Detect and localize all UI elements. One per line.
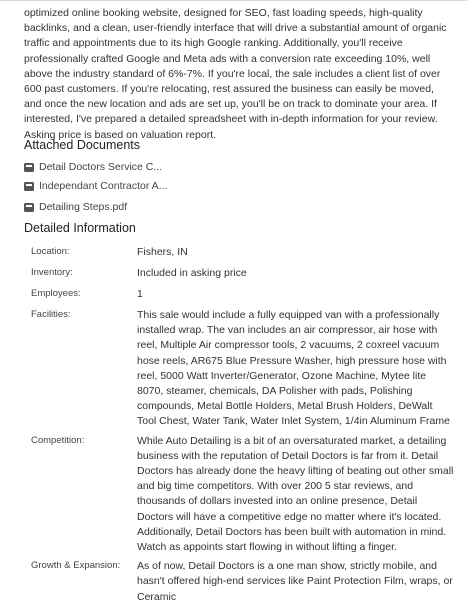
document-icon xyxy=(24,203,34,212)
document-icon xyxy=(24,163,34,172)
document-link-3[interactable] xyxy=(24,199,127,215)
document-name: Detailing Steps.pdf xyxy=(39,201,128,213)
info-row-employees xyxy=(24,287,454,308)
info-row-growth xyxy=(24,559,454,609)
detailed-information-heading: Detailed Information xyxy=(24,221,136,235)
document-link-1[interactable] xyxy=(24,159,162,175)
info-label: Inventory: xyxy=(31,267,73,278)
info-value: Fishers, IN xyxy=(137,246,188,258)
document-icon xyxy=(24,182,34,191)
listing-description: optimized online booking website, designed for SEO, fast loading speeds, high-quality backlinks, and a clean, user-friendly interface that will drive a substantial amount of organic traffic and appointments due to its high Google ranking. Additionally, you'll receive professionally crafted Google and Meta ads with a conversion rate exceeding 10%, well above the industry standard of 6%-7%. If you're local, the sale includes a client list of over 600 past customers. If you're relocating, rest assured the business can easily be moved, and once the new location and ads are set up, you'll be on track to dominate your area. If interested, I've prepared a detailed spreadsheet with in-depth information for your review. Asking price is based on valuation report. xyxy=(24,7,447,141)
info-label: Employees: xyxy=(31,288,81,299)
document-name: Detail Doctors Service C... xyxy=(39,161,163,173)
attached-documents-heading: Attached Documents xyxy=(24,138,141,152)
document-link-2[interactable] xyxy=(24,178,167,194)
info-label: Facilities: xyxy=(31,309,71,320)
info-label: Competition: xyxy=(31,434,85,446)
document-name: Independant Contractor A... xyxy=(39,180,168,192)
info-value: 1 xyxy=(137,288,143,300)
detailed-information-table xyxy=(24,245,454,609)
info-row-competition xyxy=(24,434,454,560)
info-label: Growth & Expansion: xyxy=(31,560,121,572)
info-row-facilities xyxy=(24,308,454,434)
info-row-location xyxy=(24,245,454,266)
info-label: Location: xyxy=(31,246,70,257)
top-divider xyxy=(0,0,467,1)
info-value: This sale would include a fully equipped van with a professionally installed wrap. The van includes an air compressor, air hose with reel, Multiple Air compressor tools, 2 vacuums, 2 coxreel vacuum hose reels, AR675 Blue Pressure Washer, high pressure hose with reel, 5000 Watt Inverter/Generator, Ozone Machine, Mytee lite 8070, steamer, chemicals, DA Polisher with pads, Polishing compounds, Metal Bottle Holders, Metal Brush Holders, DeWalt Tool Chest, Water Tank, Water Inlet System, 1/4in Aluminum Frame xyxy=(137,309,450,428)
info-row-inventory xyxy=(24,266,454,287)
info-value: While Auto Detailing is a bit of an oversaturated market, a detailing business with the reputation of Detail Doctors is far from it. Detail Doctors has already done the heavy lifting of beating out other small and big time competitors. With over 200 5 star reviews, and thousands of dollars invested into an online presence, Detail Doctors will have a competitive edge no matter where it's located. Additionally, Detail Doctors has been built with automation in mind. Watch as appoints start flowing in without lifting a finger. xyxy=(137,434,454,554)
info-value: Included in asking price xyxy=(137,267,247,279)
info-value: As of now, Detail Doctors is a one man show, strictly mobile, and hasn't offered high-end services like Paint Protection Film, wraps, or Ceramic xyxy=(137,560,453,603)
